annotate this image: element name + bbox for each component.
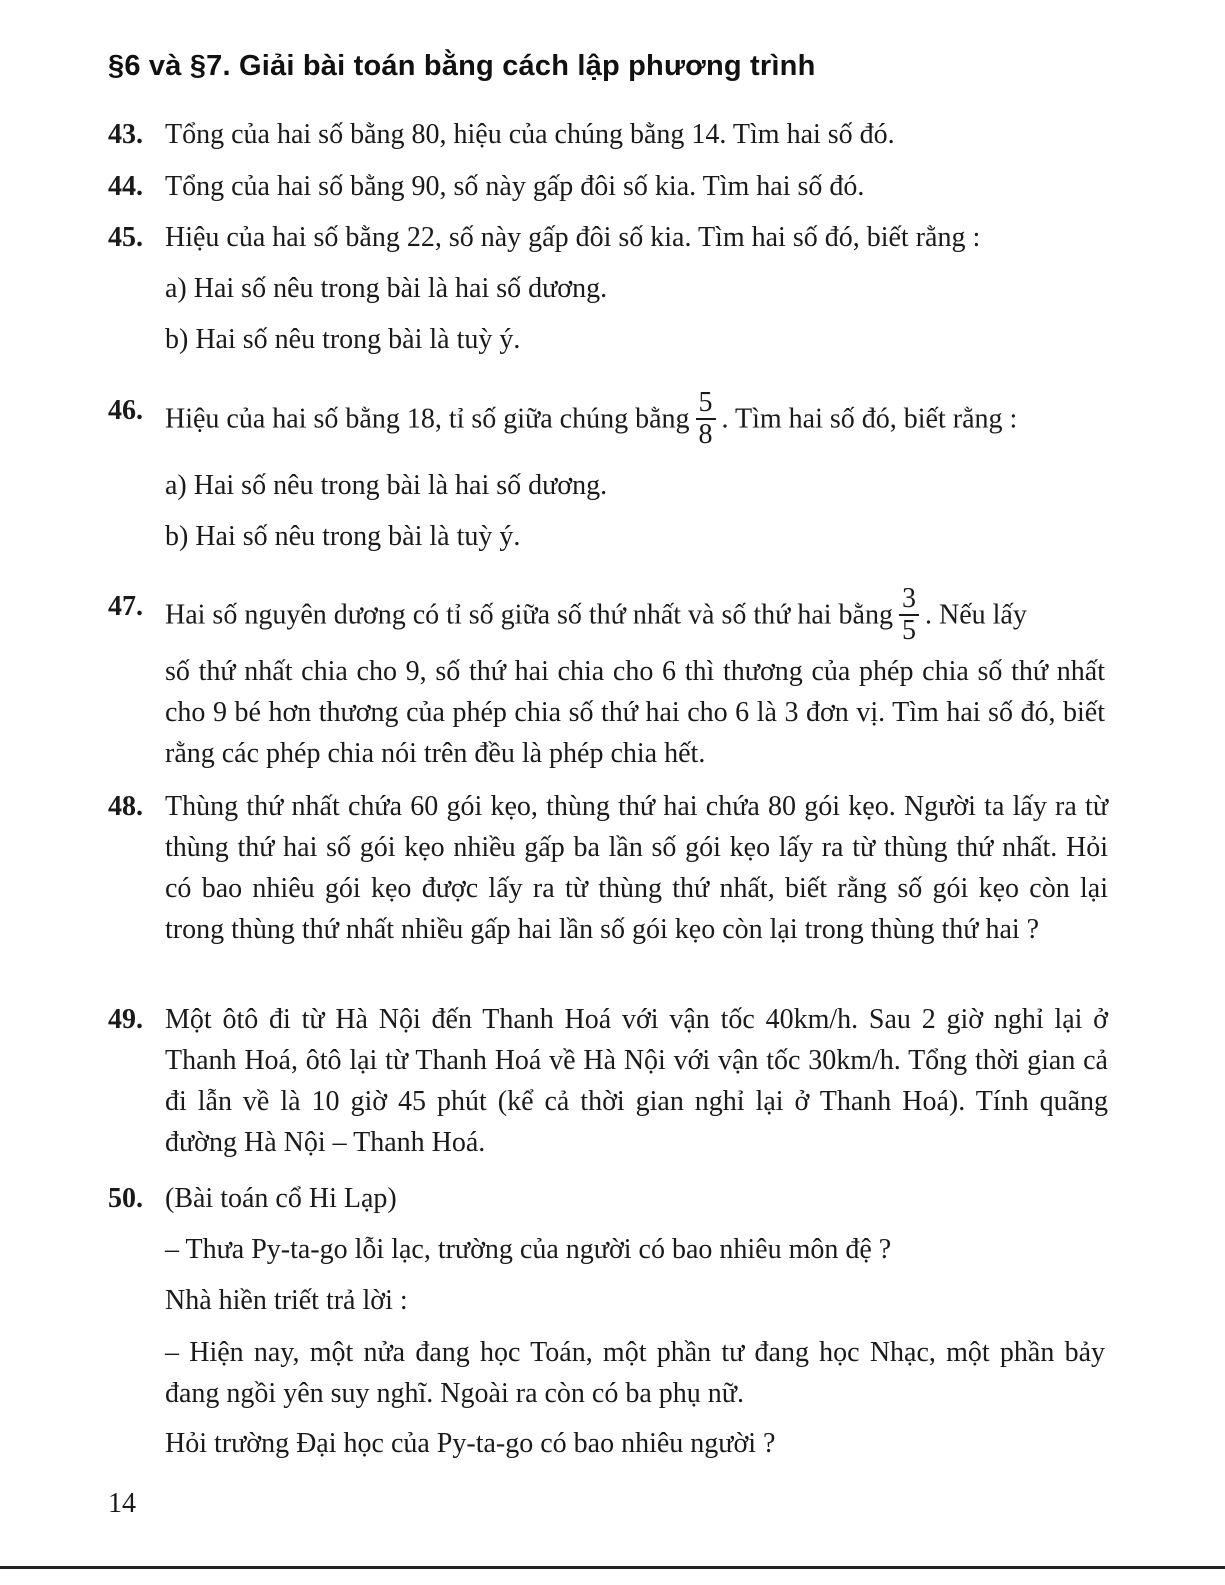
problem-48 bbox=[108, 786, 1108, 950]
problem-number: 48. bbox=[108, 791, 143, 822]
problem-text bbox=[165, 583, 1108, 648]
problem-43 bbox=[108, 114, 1108, 155]
problem-50-dialogue-answer: – Hiện nay, một nửa đang học Toán, một phần tư đang học Nhạc, một phần bảy đang ngồi yên suy nghĩ. Ngoài ra còn có ba phụ nữ. bbox=[165, 1337, 1105, 1409]
fraction-denominator: 8 bbox=[698, 419, 713, 450]
problem-text: Tổng của hai số bằng 90, số này gấp đôi số kia. Tìm hai số đó. bbox=[165, 171, 865, 202]
problem-text: Một ôtô đi từ Hà Nội đến Thanh Hoá với vận tốc 40km/h. Sau 2 giờ nghỉ lại ở Thanh Hoá, ôtô lại từ Thanh Hoá về Hà Nội với vận tốc 30km/h. Tổng thời gian cả đi lẫn về là 10 giờ 45 phút (kể cả thời gian nghỉ lại ở Thanh Hoá). Tính quãng đường Hà Nội – Thanh Hoá. bbox=[165, 1004, 1108, 1158]
problem-number: 44. bbox=[108, 171, 143, 202]
problem-50-question: Hỏi trường Đại học của Py-ta-go có bao nhiêu người ? bbox=[165, 1428, 776, 1459]
problem-45-part-b: b) Hai số nêu trong bài là tuỳ ý. bbox=[165, 324, 521, 355]
problem-text-before: Hiệu của hai số bằng 18, tỉ số giữa chúng bằng bbox=[165, 403, 690, 435]
fraction-denominator: 5 bbox=[901, 615, 916, 646]
problem-text: Tổng của hai số bằng 80, hiệu của chúng bằng 14. Tìm hai số đó. bbox=[165, 119, 895, 150]
problem-text: (Bài toán cổ Hi Lạp) bbox=[165, 1183, 397, 1214]
fraction-numerator: 3 bbox=[899, 584, 919, 616]
problem-text: Thùng thứ nhất chứa 60 gói kẹo, thùng thứ hai chứa 80 gói kẹo. Người ta lấy ra từ thùng thứ hai số gói kẹo nhiều gấp ba lần số gói kẹo lấy ra từ thùng thứ nhất. Hỏi có bao nhiêu gói kẹo được lấy ra từ thùng thứ nhất, biết rằng số gói kẹo còn lại trong thùng thứ nhất nhiều gấp hai lần số gói kẹo còn lại trong thùng thứ hai ? bbox=[165, 791, 1108, 945]
fraction bbox=[899, 584, 919, 646]
problem-44 bbox=[108, 166, 1108, 207]
problem-45 bbox=[108, 217, 1108, 258]
problem-45-part-a: a) Hai số nêu trong bài là hai số dương. bbox=[165, 273, 608, 304]
section-heading: §6 và §7. Giải bài toán bằng cách lập phương trình bbox=[108, 50, 816, 82]
problem-text: Hiệu của hai số bằng 22, số này gấp đôi số kia. Tìm hai số đó, biết rằng : bbox=[165, 222, 981, 253]
problem-number: 43. bbox=[108, 119, 143, 150]
problem-text-after: . Tìm hai số đó, biết rằng : bbox=[721, 403, 1018, 435]
problem-49 bbox=[108, 999, 1108, 1163]
page-bottom-rule bbox=[0, 1566, 1225, 1569]
problem-number: 49. bbox=[108, 1004, 143, 1035]
problem-46-part-b: b) Hai số nêu trong bài là tuỳ ý. bbox=[165, 521, 521, 552]
problem-number: 47. bbox=[108, 591, 143, 622]
problem-46 bbox=[108, 387, 1108, 452]
problem-number: 45. bbox=[108, 222, 143, 253]
problem-text-before: Hai số nguyên dương có tỉ số giữa số thứ nhất và số thứ hai bằng bbox=[165, 599, 893, 631]
page-number: 14 bbox=[108, 1488, 136, 1519]
problem-50-dialogue-intro: Nhà hiền triết trả lời : bbox=[165, 1285, 408, 1316]
problem-50 bbox=[108, 1178, 1108, 1219]
problem-text bbox=[165, 387, 1108, 452]
problem-47-continuation: số thứ nhất chia cho 9, số thứ hai chia cho 6 thì thương của phép chia số thứ nhất cho 9 bé hơn thương của phép chia số thứ hai cho 6 là 3 đơn vị. Tìm hai số đó, biết rằng các phép chia nói trên đều là phép chia hết. bbox=[165, 656, 1105, 769]
problem-number: 46. bbox=[108, 395, 143, 426]
problem-number: 50. bbox=[108, 1183, 143, 1214]
problem-46-part-a: a) Hai số nêu trong bài là hai số dương. bbox=[165, 470, 608, 501]
problem-text-after: . Nếu lấy bbox=[924, 599, 1027, 631]
fraction bbox=[696, 388, 716, 450]
problem-47 bbox=[108, 583, 1108, 648]
problem-50-dialogue-question: – Thưa Py-ta-go lỗi lạc, trường của người có bao nhiêu môn đệ ? bbox=[165, 1234, 892, 1265]
fraction-numerator: 5 bbox=[696, 388, 716, 420]
